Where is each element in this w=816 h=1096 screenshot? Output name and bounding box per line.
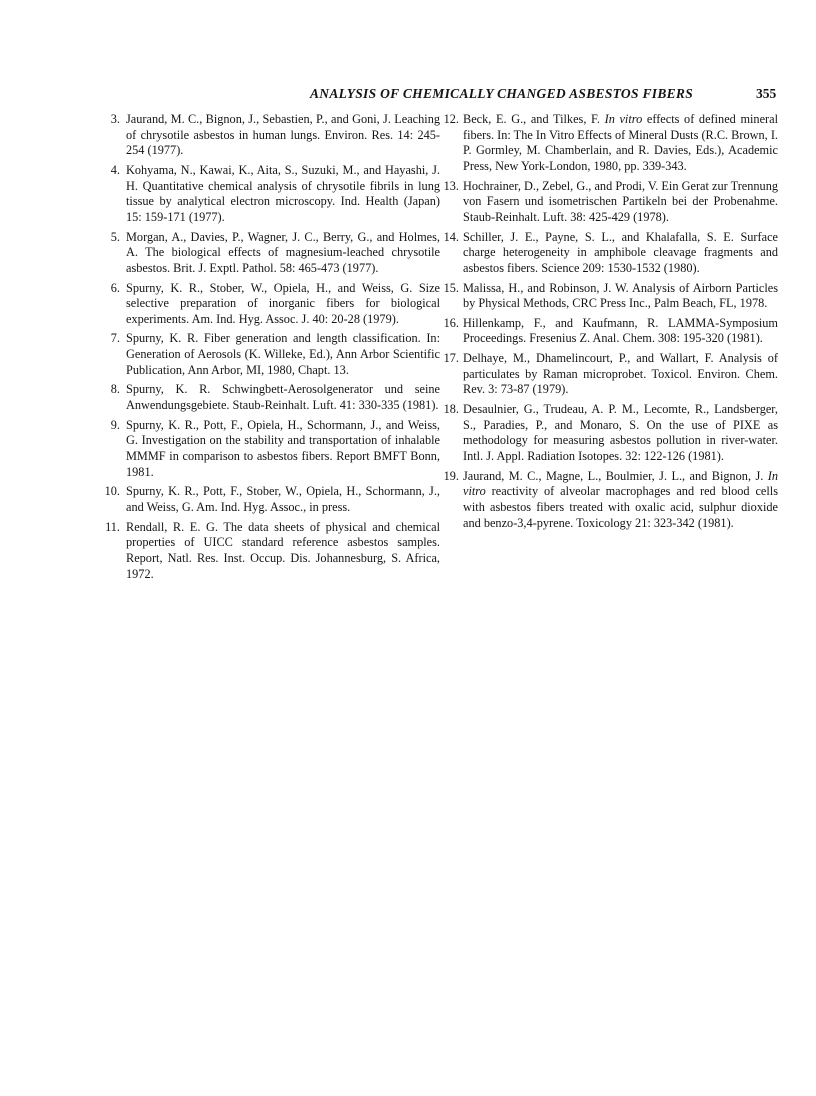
reference-item — [104, 382, 440, 413]
reference-text: Jaurand, M. C., Bignon, J., Sebastien, P., and Goni, J. Leaching of chrysotile asbestos in human lungs. Environ. Res. 14: 245-254 (1977). — [126, 112, 440, 158]
reference-text: Hillenkamp, F., and Kaufmann, R. LAMMA-Symposium Proceedings. Fresenius Z. Anal. Chem. 308: 195-320 (1981). — [463, 315, 778, 346]
reference-number: 16. — [443, 315, 459, 330]
reference-number: 6. — [110, 280, 120, 295]
reference-text: Hochrainer, D., Zebel, G., and Prodi, V. Ein Gerat zur Trennung von Fasern und isometrischen Partikeln bei der Probenahme. Staub-Reinhalt. Luft. 38: 425-429 (1978). — [463, 178, 778, 224]
reference-text: Spurny, K. R. Fiber generation and length classification. In: Generation of Aerosols (K. Willeke, Ed.), Ann Arbor Scientific Publication, Ann Arbor, MI, 1980, Chapt. 13. — [126, 331, 440, 377]
reference-number: 14. — [443, 229, 459, 244]
reference-item — [104, 281, 440, 328]
reference-number: 15. — [443, 280, 459, 295]
reference-item — [104, 484, 440, 515]
reference-text: Desaulnier, G., Trudeau, A. P. M., Lecomte, R., Landsberger, S., Paradies, P., and Monaro, S. On the use of PIXE as methodology for measuring asbestos pollution in river-water. Intl. J. Appl. Radiation Isotopes. 32: 122-126 (1981). — [463, 402, 778, 463]
reference-item — [104, 230, 440, 277]
reference-text: Delhaye, M., Dhamelincourt, P., and Wallart, F. Analysis of particulates by Raman microprobet. Toxicol. Environ. Chem. Rev. 3: 73-87 (1979). — [463, 351, 778, 397]
reference-text: Spurny, K. R., Pott, F., Opiela, H., Schormann, J., and Weiss, G. Investigation on the stability and transportation of inhalable MMMF in comparison to asbestos fibers. Report BMFT Bonn, 1981. — [126, 417, 440, 479]
reference-number: 3. — [110, 112, 120, 126]
reference-number: 7. — [110, 331, 120, 346]
reference-item — [104, 112, 440, 159]
reference-text: Spurny, K. R., Pott, F., Stober, W., Opiela, H., Schormann, J., and Weiss, G. Am. Ind. Hyg. Assoc., in press. — [126, 484, 440, 514]
reference-number: 11. — [105, 519, 120, 534]
reference-number: 4. — [110, 162, 120, 177]
reference-text: Morgan, A., Davies, P., Wagner, J. C., Berry, G., and Holmes, A. The biological effects of magnesium-leached chrysotile asbestos. Brit. J. Exptl. Pathol. 58: 465-473 (1977). — [126, 229, 440, 275]
references-right-column — [441, 112, 778, 535]
reference-number: 5. — [110, 229, 120, 244]
reference-number: 18. — [443, 402, 459, 417]
reference-number: 9. — [110, 417, 120, 432]
reference-item — [441, 316, 778, 347]
reference-text: Kohyama, N., Kawai, K., Aita, S., Suzuki, M., and Hayashi, J. H. Quantitative chemical analysis of chrysotile fibrils in lung tissue by analytical electron microscopy. Ind. Health (Japan) 15: 159-171 (1977). — [126, 162, 440, 224]
reference-item — [441, 402, 778, 464]
running-title: ANALYSIS OF CHEMICALLY CHANGED ASBESTOS FIBERS — [310, 86, 694, 101]
reference-number: 13. — [443, 178, 459, 193]
reference-item — [441, 230, 778, 277]
reference-number: 19. — [443, 468, 459, 483]
reference-number: 17. — [443, 351, 459, 366]
reference-item — [441, 469, 778, 531]
reference-text: Spurny, K. R. Schwingbett-Aerosolgenerator und seine Anwendungsgebiete. Staub-Reinhalt. Luft. 41: 330-335 (1981). — [126, 382, 440, 413]
reference-number: 8. — [110, 382, 120, 397]
reference-text: Beck, E. G., and Tilkes, F. In vitro effects of defined mineral fibers. In: The In Vitro Effects of Mineral Dusts (R.C. Brown, I. P. Gormley, M. Chamberlain, and R. Davies, Eds.), Academic Press, New York-London, 1980, pp. 339-343. — [463, 112, 778, 173]
reference-text: Rendall, R. E. G. The data sheets of physical and chemical properties of UICC standard reference asbestos samples. Report, Natl. Res. Inst. Occup. Dis. Johannesburg, S. Africa, 1972. — [126, 519, 440, 581]
reference-item — [104, 520, 440, 582]
page-number: 355 — [756, 86, 777, 101]
reference-text: Jaurand, M. C., Magne, L., Boulmier, J. L., and Bignon, J. In vitro reactivity of alveolar macrophages and red blood cells with asbestos fibers treated with oxalic acid, sulphur dioxide and benzo-3,4-pyrene. Toxicology 21: 323-342 (1981). — [463, 468, 778, 530]
reference-item — [441, 351, 778, 398]
reference-item — [104, 418, 440, 480]
reference-text: Schiller, J. E., Payne, S. L., and Khalafalla, S. E. Surface charge heterogeneity in amphibole cleavage fragments and asbestos fibers. Science 209: 1530-1532 (1980). — [463, 229, 778, 275]
reference-number: 12. — [443, 112, 459, 126]
reference-text: Malissa, H., and Robinson, J. W. Analysis of Airborn Particles by Physical Methods, CRC Press Inc., Palm Beach, FL, 1978. — [463, 280, 778, 311]
reference-text: Spurny, K. R., Stober, W., Opiela, H., and Weiss, G. Size selective preparation of inorganic fibers for biological experiments. Am. Ind. Hyg. Assoc. J. 40: 20-28 (1979). — [126, 280, 440, 326]
reference-number: 10. — [104, 484, 120, 499]
reference-item — [441, 112, 778, 174]
reference-item — [104, 163, 440, 225]
reference-item — [441, 281, 778, 312]
reference-item — [104, 331, 440, 378]
references-left-column — [104, 112, 440, 586]
reference-item — [441, 179, 778, 226]
